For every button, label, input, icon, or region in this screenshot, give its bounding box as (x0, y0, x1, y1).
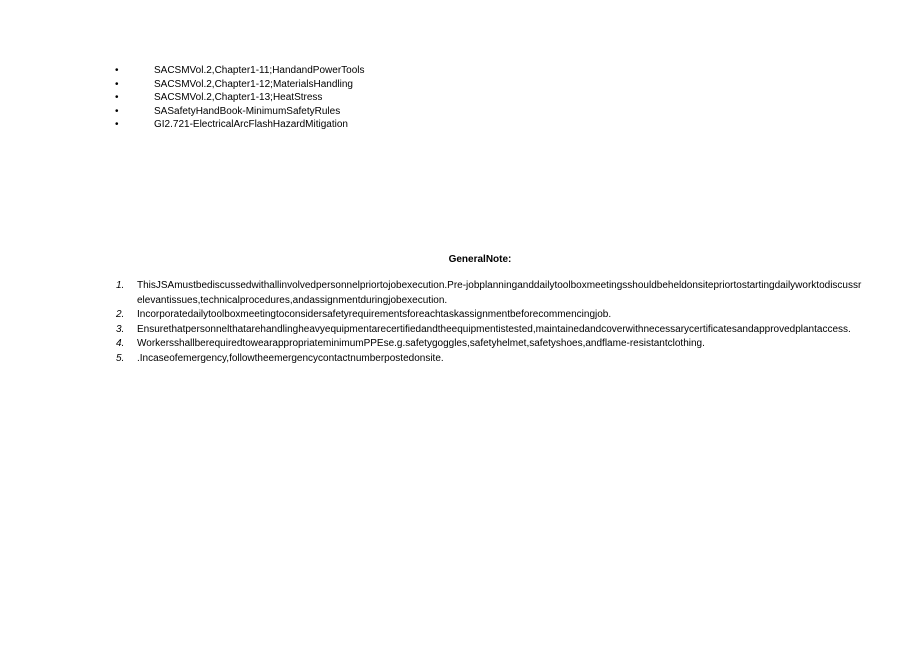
note-number: 4. (116, 338, 125, 349)
reference-text: GI2.721-ElectricalArcFlashHazardMitigation (154, 119, 348, 130)
reference-item (115, 91, 365, 105)
reference-text: SACSMVol.2,Chapter1-11;HandandPowerTools (154, 65, 365, 76)
note-text: WorkersshallberequiredtowearappropriateminimumPPEse.g.safetygoggles,safetyhelmet,safetyshoes,andflame-resistantclothing. (137, 338, 705, 349)
reference-item (115, 64, 365, 78)
note-text: .Incaseofemergency,followtheemergencycontactnumberpostedonsite. (137, 352, 444, 364)
note-item (116, 337, 876, 352)
note-item (116, 352, 876, 367)
reference-text: SACSMVol.2,Chapter1-12;MaterialsHandling (154, 78, 353, 90)
note-text: Ensurethatpersonnelthatarehandlingheavyequipmentarecertifiedandtheequipmentistested,maintainedandcoverwithnecessarycertificatesandapprovedplantaccess. (137, 323, 851, 335)
bullet-icon: • (115, 105, 119, 117)
note-text: Incorporatedailytoolboxmeetingtoconsidersafetyrequirementsforeachtaskassignmentbeforecommencingjob. (137, 309, 612, 320)
note-item (116, 308, 876, 323)
note-text: ThisJSAmustbediscussedwithallinvolvedpersonnelpriortojobexecution.Pre-jobplanninganddailytoolboxmeetingsshouldbeheldonsitepriortostartingdailyworktodiscussrelevantissues,technicalprocedures,andassignmentduringjobexecution. (137, 280, 862, 306)
note-number: 5. (116, 352, 125, 364)
general-note-list (116, 279, 876, 366)
reference-item (115, 118, 365, 132)
note-number: 3. (116, 323, 125, 335)
bullet-icon: • (115, 92, 119, 103)
reference-item (115, 105, 365, 119)
note-number: 2. (116, 309, 125, 320)
bullet-icon: • (115, 119, 119, 130)
reference-list (115, 64, 365, 132)
note-number: 1. (116, 280, 125, 291)
reference-text: SACSMVol.2,Chapter1-13;HeatStress (154, 92, 323, 103)
bullet-icon: • (115, 65, 119, 76)
general-note-title: GeneralNote: (448, 254, 512, 265)
bullet-icon: • (115, 78, 119, 90)
reference-text: SASafetyHandBook-MinimumSafetyRules (154, 105, 341, 117)
note-item (116, 323, 876, 338)
note-item (116, 279, 876, 308)
reference-item (115, 78, 365, 92)
